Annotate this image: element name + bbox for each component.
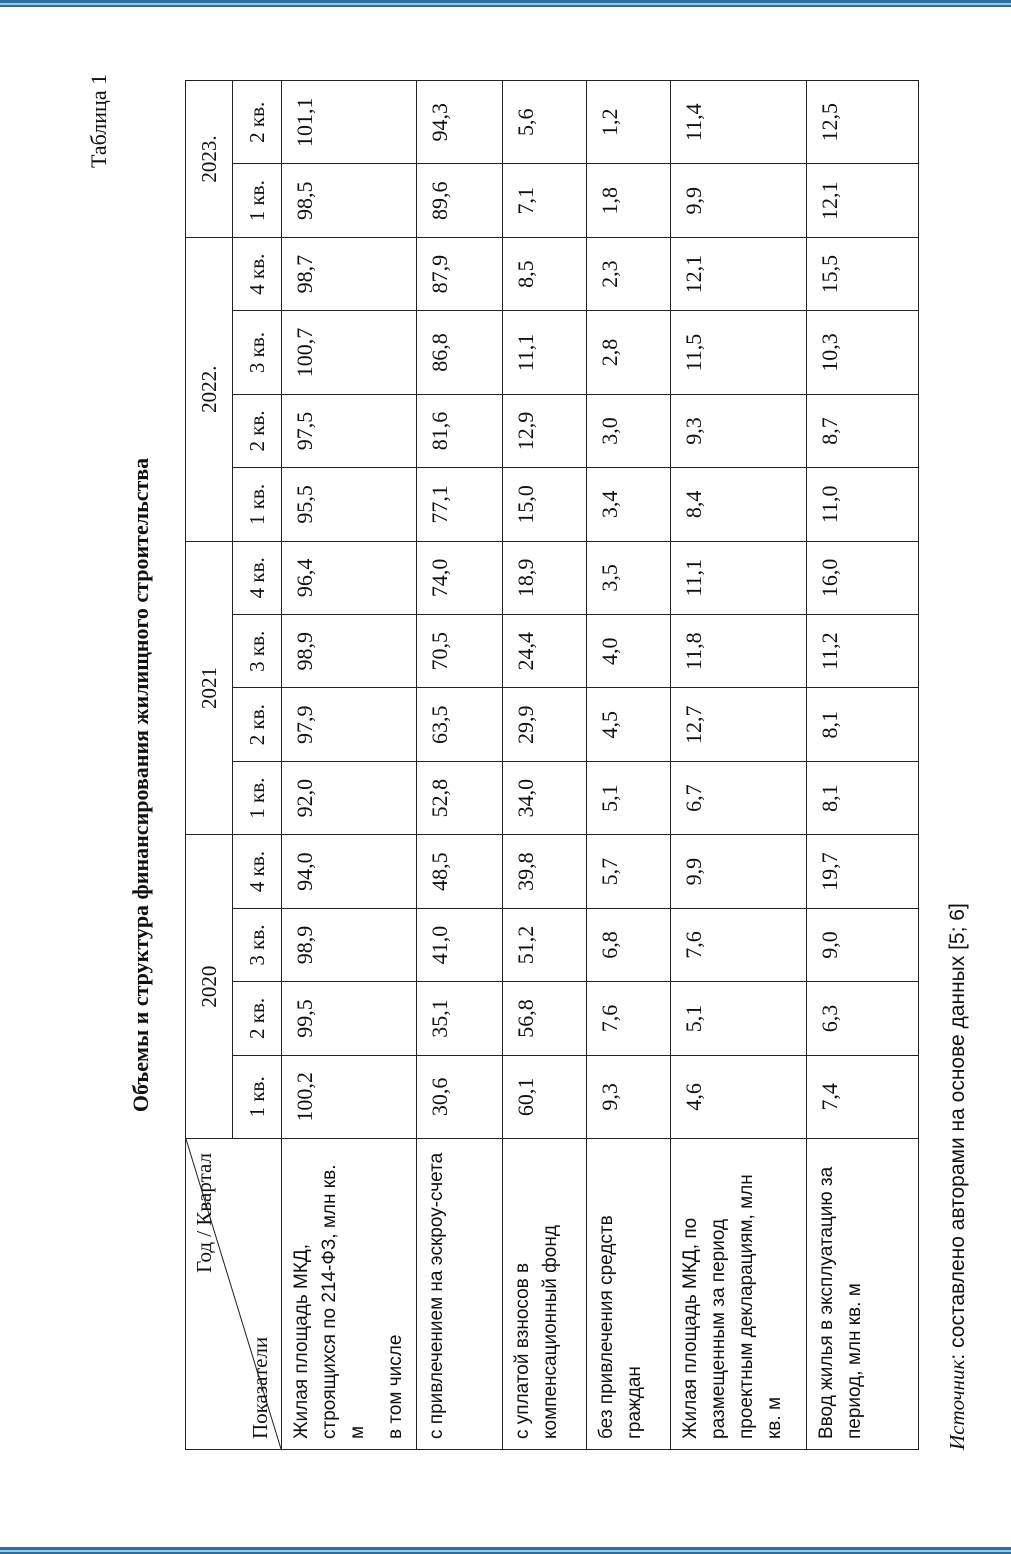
header-quarter-cell: 2 кв.	[233, 81, 282, 165]
value-cell: 19,7	[807, 835, 919, 908]
value-cell: 12,7	[671, 688, 807, 761]
value-cell: 74,0	[417, 541, 503, 614]
value-cell: 63,5	[417, 688, 503, 761]
value-cell: 8,1	[807, 761, 919, 834]
value-cell: 11,5	[671, 311, 807, 394]
table-title: Объемы и структура финансирования жилищного строительства	[128, 457, 153, 1113]
value-cell: 34,0	[503, 761, 587, 834]
value-cell: 9,9	[671, 835, 807, 908]
table-row	[587, 81, 671, 1450]
value-cell: 52,8	[417, 761, 503, 834]
row-sublabel: в том числе	[385, 1334, 406, 1439]
value-cell: 95,5	[282, 468, 417, 541]
value-cell: 97,5	[282, 394, 417, 467]
value-cell: 11,1	[671, 541, 807, 614]
value-cell: 48,5	[417, 835, 503, 908]
header-quarter-cell: 4 кв.	[233, 541, 282, 614]
header-quarter-cell: 1 кв.	[233, 1055, 282, 1138]
header-quarter-cell: 1 кв.	[233, 164, 282, 237]
value-cell: 15,0	[503, 468, 587, 541]
corner-indicators-label: Показатели	[248, 1336, 272, 1439]
value-cell: 12,9	[503, 394, 587, 467]
header-corner-cell	[186, 1139, 282, 1450]
value-cell: 15,5	[807, 237, 919, 310]
value-cell: 81,6	[417, 394, 503, 467]
value-cell: 98,9	[282, 908, 417, 981]
value-cell: 9,3	[671, 394, 807, 467]
page-border-bottom	[0, 1547, 1011, 1554]
value-cell: 98,5	[282, 164, 417, 237]
header-quarter-cell: 3 кв.	[233, 311, 282, 394]
table-number: Таблица 1	[86, 73, 111, 168]
value-cell: 11,0	[807, 468, 919, 541]
row-label	[282, 1139, 417, 1450]
header-quarter-cell: 3 кв.	[233, 908, 282, 981]
row-label: с уплатой взносов в компенсационный фонд	[503, 1139, 587, 1450]
value-cell: 10,3	[807, 311, 919, 394]
value-cell: 4,5	[587, 688, 671, 761]
header-quarter-cell: 4 кв.	[233, 835, 282, 908]
header-year-2023: 2023.	[186, 81, 233, 238]
source-note	[945, 903, 970, 1450]
table-row	[807, 81, 919, 1450]
header-year-2021: 2021	[186, 541, 233, 835]
value-cell: 89,6	[417, 164, 503, 237]
header-quarter-cell: 1 кв.	[233, 761, 282, 834]
header-year-2020: 2020	[186, 835, 233, 1139]
value-cell: 16,0	[807, 541, 919, 614]
value-cell: 77,1	[417, 468, 503, 541]
value-cell: 35,1	[417, 982, 503, 1055]
value-cell: 94,0	[282, 835, 417, 908]
value-cell: 51,2	[503, 908, 587, 981]
value-cell: 98,7	[282, 237, 417, 310]
source-text: : составлено авторами на основе данных [5; 6]	[946, 903, 969, 1360]
value-cell: 7,6	[587, 982, 671, 1055]
data-table	[185, 80, 919, 1450]
value-cell: 96,4	[282, 541, 417, 614]
value-cell: 11,1	[503, 311, 587, 394]
value-cell: 18,9	[503, 541, 587, 614]
header-year-2022: 2022.	[186, 237, 233, 541]
value-cell: 8,4	[671, 468, 807, 541]
value-cell: 92,0	[282, 761, 417, 834]
value-cell: 5,1	[587, 761, 671, 834]
row-label-text: Жилая площадь МКД, строящихся по 214-ФЗ, млн кв. м	[291, 1164, 368, 1439]
header-quarter-cell: 2 кв.	[233, 982, 282, 1055]
value-cell: 4,6	[671, 1055, 807, 1138]
corner-year-quarter-label: Год / Квартал	[192, 1153, 216, 1273]
header-quarter-cell: 2 кв.	[233, 688, 282, 761]
value-cell: 11,4	[671, 81, 807, 165]
value-cell: 7,1	[503, 164, 587, 237]
value-cell: 87,9	[417, 237, 503, 310]
value-cell: 2,3	[587, 237, 671, 310]
value-cell: 1,8	[587, 164, 671, 237]
header-quarter-cell: 2 кв.	[233, 394, 282, 467]
table-row	[671, 81, 807, 1450]
value-cell: 7,4	[807, 1055, 919, 1138]
value-cell: 39,8	[503, 835, 587, 908]
value-cell: 9,0	[807, 908, 919, 981]
row-label: Ввод жилья в эксплуатацию за период, млн кв. м	[807, 1139, 919, 1450]
table-row	[282, 81, 417, 1450]
value-cell: 3,0	[587, 394, 671, 467]
value-cell: 99,5	[282, 982, 417, 1055]
header-quarter-cell: 3 кв.	[233, 615, 282, 688]
value-cell: 101,1	[282, 81, 417, 165]
value-cell: 7,6	[671, 908, 807, 981]
header-quarter-cell: 1 кв.	[233, 468, 282, 541]
table-row	[503, 81, 587, 1450]
row-label: Жилая площадь МКД, по размещенным за период проектным декларациям, млн кв. м	[671, 1139, 807, 1450]
value-cell: 86,8	[417, 311, 503, 394]
value-cell: 5,6	[503, 81, 587, 165]
value-cell: 3,4	[587, 468, 671, 541]
value-cell: 8,7	[807, 394, 919, 467]
value-cell: 3,5	[587, 541, 671, 614]
row-label: без привлечения средств граждан	[587, 1139, 671, 1450]
header-quarter-cell: 4 кв.	[233, 237, 282, 310]
value-cell: 97,9	[282, 688, 417, 761]
value-cell: 70,5	[417, 615, 503, 688]
value-cell: 9,9	[671, 164, 807, 237]
table-row	[417, 81, 503, 1450]
value-cell: 6,8	[587, 908, 671, 981]
value-cell: 8,5	[503, 237, 587, 310]
value-cell: 41,0	[417, 908, 503, 981]
value-cell: 6,3	[807, 982, 919, 1055]
value-cell: 5,7	[587, 835, 671, 908]
value-cell: 60,1	[503, 1055, 587, 1138]
value-cell: 98,9	[282, 615, 417, 688]
value-cell: 100,2	[282, 1055, 417, 1138]
value-cell: 6,7	[671, 761, 807, 834]
value-cell: 100,7	[282, 311, 417, 394]
value-cell: 94,3	[417, 81, 503, 165]
value-cell: 9,3	[587, 1055, 671, 1138]
value-cell: 1,2	[587, 81, 671, 165]
value-cell: 12,1	[671, 237, 807, 310]
value-cell: 11,2	[807, 615, 919, 688]
value-cell: 24,4	[503, 615, 587, 688]
row-label: с привлечением на эскроу-счета	[417, 1139, 503, 1450]
value-cell: 11,8	[671, 615, 807, 688]
value-cell: 2,8	[587, 311, 671, 394]
value-cell: 5,1	[671, 982, 807, 1055]
value-cell: 12,1	[807, 164, 919, 237]
source-prefix: Источник	[945, 1359, 969, 1450]
value-cell: 12,5	[807, 81, 919, 165]
value-cell: 29,9	[503, 688, 587, 761]
value-cell: 30,6	[417, 1055, 503, 1138]
value-cell: 56,8	[503, 982, 587, 1055]
value-cell: 8,1	[807, 688, 919, 761]
value-cell: 4,0	[587, 615, 671, 688]
